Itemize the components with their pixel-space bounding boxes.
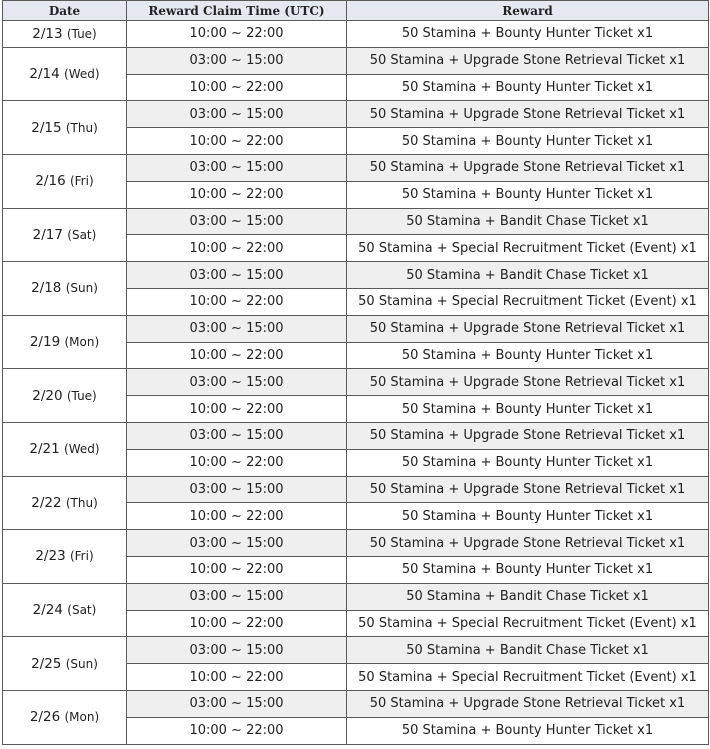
table-row: [3, 208, 709, 235]
weekday-value: (Thu): [65, 495, 98, 510]
weekday-value: (Sun): [65, 656, 98, 671]
date-cell: [3, 476, 127, 530]
table-body: [3, 21, 709, 745]
claim-time-cell: 03:00 ~ 15:00: [127, 476, 347, 503]
reward-cell: 50 Stamina + Upgrade Stone Retrieval Ticket x1: [347, 101, 709, 128]
date-cell: [3, 583, 127, 637]
reward-cell: 50 Stamina + Bounty Hunter Ticket x1: [347, 128, 709, 155]
claim-time-cell: 03:00 ~ 15:00: [127, 262, 347, 289]
date-value: 2/18: [31, 280, 62, 297]
header-claim-time: Reward Claim Time (UTC): [127, 1, 347, 21]
date-value: 2/20: [32, 387, 63, 404]
reward-cell: 50 Stamina + Bounty Hunter Ticket x1: [347, 181, 709, 208]
reward-cell: 50 Stamina + Bandit Chase Ticket x1: [347, 208, 709, 235]
header-reward: Reward: [347, 1, 709, 21]
table-row: [3, 315, 709, 342]
claim-time-cell: 10:00 ~ 22:00: [127, 181, 347, 208]
date-value: 2/17: [32, 226, 63, 243]
date-value: 2/24: [32, 602, 63, 619]
date-cell: [3, 369, 127, 423]
weekday-value: (Tue): [66, 26, 97, 41]
date-value: 2/19: [29, 334, 61, 351]
table-row: [3, 369, 709, 396]
table-header-row: [3, 1, 709, 21]
claim-time-cell: 10:00 ~ 22:00: [127, 342, 347, 369]
claim-time-cell: 10:00 ~ 22:00: [127, 288, 347, 315]
reward-cell: 50 Stamina + Upgrade Stone Retrieval Ticket x1: [347, 690, 709, 717]
reward-cell: 50 Stamina + Bounty Hunter Ticket x1: [347, 74, 709, 101]
claim-time-cell: 10:00 ~ 22:00: [127, 449, 347, 476]
date-value: 2/16: [35, 173, 66, 190]
claim-time-cell: 10:00 ~ 22:00: [127, 235, 347, 262]
date-value: 2/22: [31, 494, 62, 511]
claim-time-cell: 10:00 ~ 22:00: [127, 717, 347, 744]
reward-cell: 50 Stamina + Upgrade Stone Retrieval Ticket x1: [347, 476, 709, 503]
reward-cell: 50 Stamina + Bounty Hunter Ticket x1: [347, 396, 709, 423]
reward-cell: 50 Stamina + Bandit Chase Ticket x1: [347, 637, 709, 664]
date-cell: [3, 47, 127, 101]
reward-cell: 50 Stamina + Bounty Hunter Ticket x1: [347, 449, 709, 476]
claim-time-cell: 03:00 ~ 15:00: [127, 315, 347, 342]
reward-cell: 50 Stamina + Upgrade Stone Retrieval Ticket x1: [347, 154, 709, 181]
claim-time-cell: 03:00 ~ 15:00: [127, 583, 347, 610]
header-date: Date: [3, 1, 127, 21]
reward-cell: 50 Stamina + Upgrade Stone Retrieval Ticket x1: [347, 369, 709, 396]
date-cell: [3, 422, 127, 476]
claim-time-cell: 03:00 ~ 15:00: [127, 208, 347, 235]
claim-time-cell: 10:00 ~ 22:00: [127, 556, 347, 583]
reward-cell: 50 Stamina + Upgrade Stone Retrieval Ticket x1: [347, 530, 709, 557]
table-row: [3, 154, 709, 181]
reward-cell: 50 Stamina + Upgrade Stone Retrieval Ticket x1: [347, 47, 709, 74]
weekday-value: (Fri): [69, 174, 94, 189]
table-row: [3, 101, 709, 128]
reward-cell: 50 Stamina + Special Recruitment Ticket (Event) x1: [347, 288, 709, 315]
date-value: 2/15: [31, 119, 62, 136]
table-row: [3, 422, 709, 449]
claim-time-cell: 03:00 ~ 15:00: [127, 47, 347, 74]
claim-time-cell: 03:00 ~ 15:00: [127, 154, 347, 181]
claim-time-cell: 03:00 ~ 15:00: [127, 422, 347, 449]
date-cell: [3, 690, 127, 744]
date-cell: [3, 637, 127, 691]
claim-time-cell: 10:00 ~ 22:00: [127, 503, 347, 530]
claim-time-cell: 03:00 ~ 15:00: [127, 101, 347, 128]
date-cell: [3, 315, 127, 369]
claim-time-cell: 10:00 ~ 22:00: [127, 664, 347, 691]
weekday-value: (Mon): [64, 710, 100, 725]
table-row: [3, 690, 709, 717]
date-value: 2/25: [31, 655, 62, 672]
reward-cell: 50 Stamina + Bandit Chase Ticket x1: [347, 262, 709, 289]
table-row: [3, 21, 709, 48]
weekday-value: (Sun): [65, 281, 98, 296]
weekday-value: (Wed): [64, 67, 100, 82]
reward-cell: 50 Stamina + Upgrade Stone Retrieval Ticket x1: [347, 422, 709, 449]
claim-time-cell: 10:00 ~ 22:00: [127, 128, 347, 155]
date-value: 2/21: [29, 441, 60, 458]
reward-cell: 50 Stamina + Special Recruitment Ticket (Event) x1: [347, 235, 709, 262]
date-cell: [3, 208, 127, 262]
claim-time-cell: 10:00 ~ 22:00: [127, 610, 347, 637]
table-row: [3, 583, 709, 610]
weekday-value: (Sat): [67, 227, 97, 242]
reward-cell: 50 Stamina + Bounty Hunter Ticket x1: [347, 717, 709, 744]
claim-time-cell: 10:00 ~ 22:00: [127, 74, 347, 101]
date-value: 2/23: [35, 548, 66, 565]
table-row: [3, 262, 709, 289]
date-cell: [3, 530, 127, 584]
reward-cell: 50 Stamina + Bounty Hunter Ticket x1: [347, 503, 709, 530]
weekday-value: (Sat): [67, 603, 97, 618]
reward-cell: 50 Stamina + Upgrade Stone Retrieval Ticket x1: [347, 315, 709, 342]
date-cell: [3, 21, 127, 48]
reward-schedule-table: [2, 0, 709, 745]
claim-time-cell: 03:00 ~ 15:00: [127, 690, 347, 717]
date-value: 2/13: [32, 25, 63, 42]
table-row: [3, 476, 709, 503]
date-value: 2/26: [29, 709, 61, 726]
table-row: [3, 47, 709, 74]
table-row: [3, 530, 709, 557]
date-cell: [3, 101, 127, 155]
date-cell: [3, 262, 127, 316]
weekday-value: (Mon): [64, 335, 100, 350]
weekday-value: (Tue): [66, 388, 97, 403]
reward-cell: 50 Stamina + Bounty Hunter Ticket x1: [347, 21, 709, 48]
reward-cell: 50 Stamina + Special Recruitment Ticket (Event) x1: [347, 610, 709, 637]
claim-time-cell: 03:00 ~ 15:00: [127, 637, 347, 664]
claim-time-cell: 03:00 ~ 15:00: [127, 530, 347, 557]
reward-cell: 50 Stamina + Bandit Chase Ticket x1: [347, 583, 709, 610]
weekday-value: (Thu): [65, 120, 98, 135]
weekday-value: (Fri): [69, 549, 94, 564]
date-value: 2/14: [29, 66, 60, 83]
weekday-value: (Wed): [64, 442, 100, 457]
claim-time-cell: 10:00 ~ 22:00: [127, 21, 347, 48]
claim-time-cell: 10:00 ~ 22:00: [127, 396, 347, 423]
reward-cell: 50 Stamina + Bounty Hunter Ticket x1: [347, 342, 709, 369]
reward-cell: 50 Stamina + Special Recruitment Ticket (Event) x1: [347, 664, 709, 691]
table-row: [3, 637, 709, 664]
claim-time-cell: 03:00 ~ 15:00: [127, 369, 347, 396]
reward-cell: 50 Stamina + Bounty Hunter Ticket x1: [347, 556, 709, 583]
date-cell: [3, 154, 127, 208]
